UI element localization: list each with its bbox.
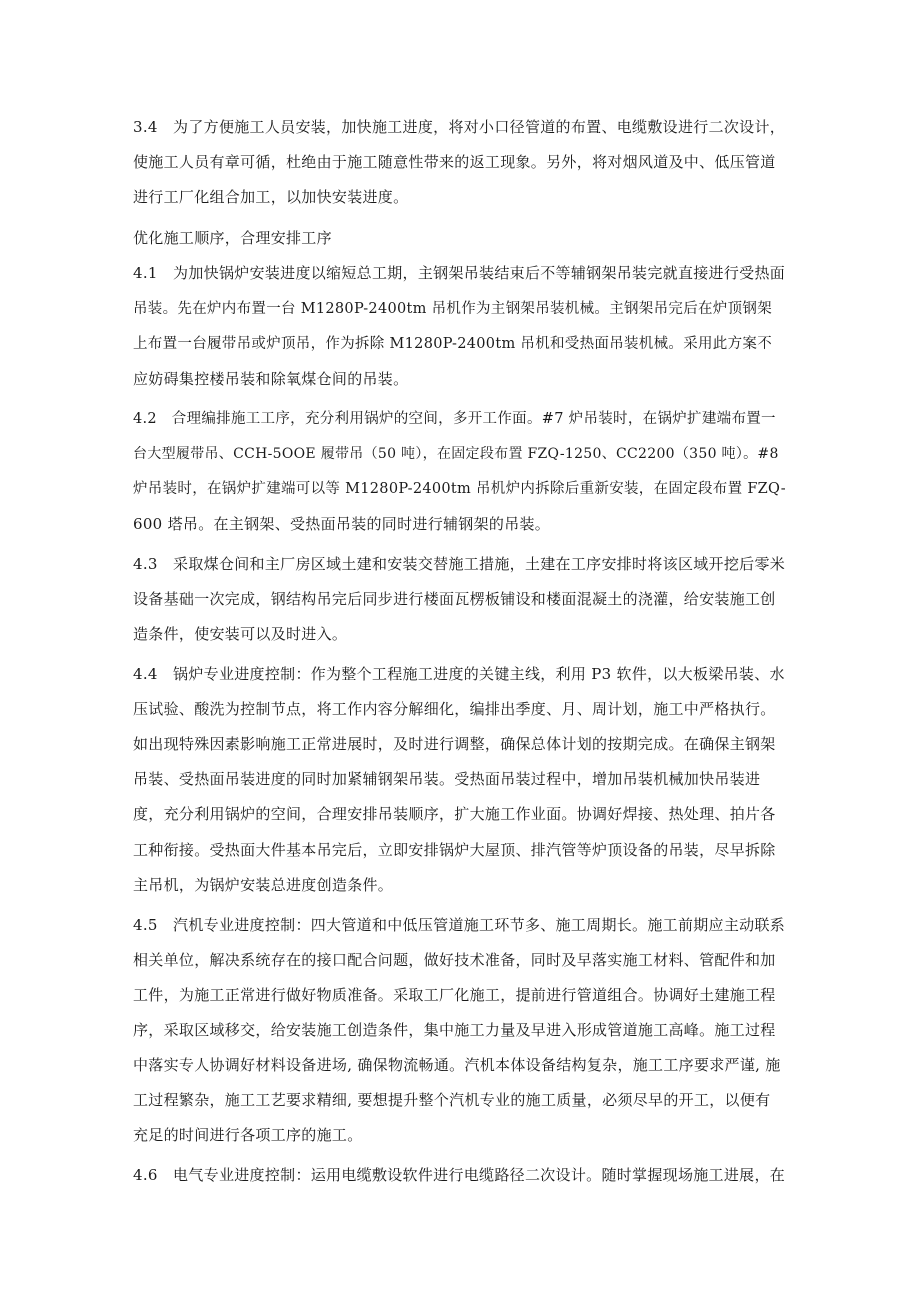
text-line: 压试验、酸洗为控制节点，将工作内容分解细化，编排出季度、月、周计划，施工中严格执行。 (133, 700, 776, 718)
text-line: 进行工厂化组合加工，以加快安装进度。 (133, 188, 409, 206)
text-line: 3.4 为了方便施工人员安装，加快施工进度，将对小口径管道的布置、电缆敷设进行二次设计， (133, 118, 786, 136)
text-line: 4.3 采取煤仓间和主厂房区域土建和安装交替施工措施，土建在工序安排时将该区域开挖后零米 (133, 555, 786, 573)
text-line: 4.5 汽机专业进度控制：四大管道和中低压管道施工环节多、施工周期长。施工前期应主动联系 (133, 916, 786, 934)
text-line: 充足的时间进行各项工序的施工。 (133, 1126, 363, 1144)
text-line: 炉吊装时，在锅炉扩建端可以等 M1280P-2400tm 吊机炉内拆除后重新安装，在固定段布置 FZQ- (133, 481, 786, 497)
text-line: 设备基础一次完成，钢结构吊完后同步进行楼面瓦楞板铺设和楼面混凝土的浇灌，给安装施工创 (133, 590, 776, 608)
text-line: 如出现特殊因素影响施工正常进展时，及时进行调整，确保总体计划的按期完成。在确保主钢架 (133, 735, 776, 753)
text-line: 造条件，使安装可以及时进入。 (133, 625, 348, 643)
text-line: 工过程繁杂，施工工艺要求精细, 要想提升整个汽机专业的施工质量，必须尽早的开工，以便有 (133, 1091, 771, 1109)
text-line: 使施工人员有章可循，杜绝由于施工随意性带来的返工现象。另外，将对烟风道及中、低压管道 (133, 153, 776, 171)
text-line: 4.2 合理编排施工工序，充分利用锅炉的空间，多开工作面。#7 炉吊装时，在锅炉扩建端布置一 (133, 411, 776, 427)
text-line: 吊装、受热面吊装进度的同时加紧辅钢架吊装。受热面吊装过程中，增加吊装机械加快吊装进 (133, 770, 761, 788)
text-line: 上布置一台履带吊或炉顶吊，作为拆除 M1280P-2400tm 吊机和受热面吊装机械。采用此方案不 (133, 336, 773, 352)
text-line: 工件，为施工正常进行做好物质准备。采取工厂化施工，提前进行管道组合。协调好土建施工程 (133, 986, 776, 1004)
text-line: 相关单位，解决系统存在的接口配合问题，做好技术准备，同时及早落实施工材料、管配件和加 (133, 951, 776, 969)
text-line: 600 塔吊。在主钢架、受热面吊装的同时进行辅钢架的吊装。 (133, 515, 551, 533)
text-line: 4.4 锅炉专业进度控制：作为整个工程施工进度的关键主线，利用 P3 软件，以大板梁吊装、水 (133, 665, 785, 683)
text-line: 4.6 电气专业进度控制：运用电缆敷设软件进行电缆路径二次设计。随时掌握现场施工进展，在 (133, 1166, 786, 1184)
section-heading: 优化施工顺序，合理安排工序 (133, 229, 332, 247)
text-line: 序，采取区域移交，给安装施工创造条件，集中施工力量及早进入形成管道施工高峰。施工过程 (133, 1021, 776, 1039)
text-line: 应妨碍集控楼吊装和除氧煤仓间的吊装。 (133, 370, 409, 388)
text-line: 吊装。先在炉内布置一台 M1280P-2400tm 吊机作为主钢架吊装机械。主钢架吊完后在炉顶钢架 (133, 301, 773, 317)
text-line: 台大型履带吊、CCH-5OOE 履带吊（50 吨），在固定段布置 FZQ-1250、CC2200（350 吨）。#8 (133, 446, 779, 462)
text-line: 4.1 为加快锅炉安装进度以缩短总工期，主钢架吊装结束后不等辅钢架吊装完就直接进行受热面 (133, 264, 786, 282)
text-line: 工种衔接。受热面大件基本吊完后，立即安排锅炉大屋顶、排汽管等炉顶设备的吊装，尽早拆除 (133, 841, 776, 859)
text-line: 中落实专人协调好材料设备进场, 确保物流畅通。汽机本体设备结构复杂，施工工序要求严谨, 施 (133, 1056, 781, 1074)
text-line: 度，充分利用锅炉的空间，合理安排吊装顺序，扩大施工作业面。协调好焊接、热处理、拍片各 (133, 805, 776, 823)
text-line: 主吊机，为锅炉安装总进度创造条件。 (133, 876, 394, 894)
